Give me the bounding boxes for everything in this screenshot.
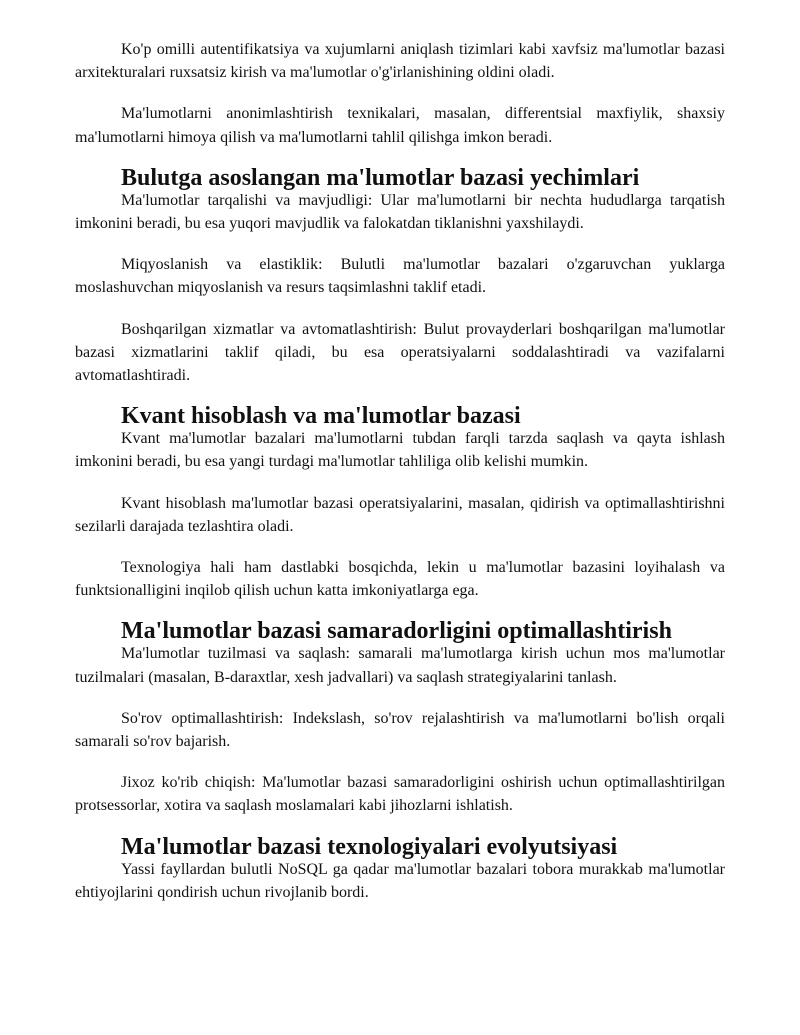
section-paragraph: Kvant hisoblash ma'lumotlar bazasi operatsiyalarini, masalan, qidirish va optimallashtirishni sezilarli darajada tezlashtira oladi.: [75, 494, 725, 535]
section-paragraph: Miqyoslanish va elastiklik: Bulutli ma'lumotlar bazalari o'zgaruvchan yuklarga moslashuvchan miqyoslanish va resurs taqsimlashni taklif etadi.: [75, 256, 725, 297]
section-paragraph: Kvant ma'lumotlar bazalari ma'lumotlarni tubdan farqli tarzda saqlash va qayta ishlash imkonini beradi, bu esa yangi turdagi ma'lumotlar tahliliga olib kelishi mumkin.: [75, 430, 725, 471]
section-heading: Ma'lumotlar bazasi texnologiyalari evolyutsiyasi: [121, 833, 618, 860]
intro-paragraph-2: Ma'lumotlarni anonimlashtirish texnikalari, masalan, differentsial maxfiylik, shaxsiy ma'lumotlarni himoya qilish va ma'lumotlarni tahlil qilishga imkon beradi.: [75, 105, 725, 146]
section-paragraph: Ma'lumotlar tuzilmasi va saqlash: samarali ma'lumotlarga kirish uchun mos ma'lumotlar tuzilmalari (masalan, B-daraxtlar, xesh jadvallari) va saqlash strategiyalarini tanlash.: [75, 645, 725, 686]
section-paragraph: Boshqarilgan xizmatlar va avtomatlashtirish: Bulut provayderlari boshqarilgan ma'lumotlar bazasi xizmatlarini taklif qiladi, bu esa operatsiyalarni soddalashtiradi va vazifalarni avtomatlashtiradi.: [75, 320, 725, 385]
section-paragraph: So'rov optimallashtirish: Indekslash, so'rov rejalashtirish va ma'lumotlarni bo'lish orqali samarali so'rov bajarish.: [75, 709, 725, 751]
section-paragraph: Jixoz ko'rib chiqish: Ma'lumotlar bazasi samaradorligini oshirish uchun optimallashtirilgan protsessorlar, xotira va saqlash moslamalari kabi jihozlarni ishlatish.: [75, 774, 725, 815]
intro-paragraph-1: Ko'p omilli autentifikatsiya va xujumlarni aniqlash tizimlari kabi xavfsiz ma'lumotlar bazasi arxitekturalari ruxsatsiz kirish va ma'lumotlar o'g'irlanishining oldini oladi.: [75, 41, 725, 82]
section-performance-optimization: [75, 620, 725, 817]
section-paragraph: Texnologiya hali ham dastlabki bosqichda, lekin u ma'lumotlar bazasini loyihalash va funktsionalligini inqilob qilish uchun katta imkoniyatlarga ega.: [75, 559, 725, 600]
section-heading: Kvant hisoblash va ma'lumotlar bazasi: [121, 403, 521, 430]
section-cloud-databases: [75, 164, 725, 387]
section-technology-evolution: [75, 833, 725, 904]
document-page: [75, 38, 725, 922]
section-paragraph: Ma'lumotlar tarqalishi va mavjudligi: Ular ma'lumotlarni bir nechta hududlarga tarqatish imkonini beradi, bu esa yuqori mavjudlik va falokatdan tiklanishni yaxshilaydi.: [75, 191, 725, 233]
section-heading: Bulutga asoslangan ma'lumotlar bazasi yechimlari: [121, 164, 640, 191]
section-heading: Ma'lumotlar bazasi samaradorligini optimallashtirish: [121, 618, 672, 645]
section-paragraph: Yassi fayllardan bulutli NoSQL ga qadar ma'lumotlar bazalari tobora murakkab ma'lumotlar ehtiyojlarini qondirish uchun rivojlanib bordi.: [75, 860, 725, 901]
section-quantum-computing: [75, 405, 725, 602]
